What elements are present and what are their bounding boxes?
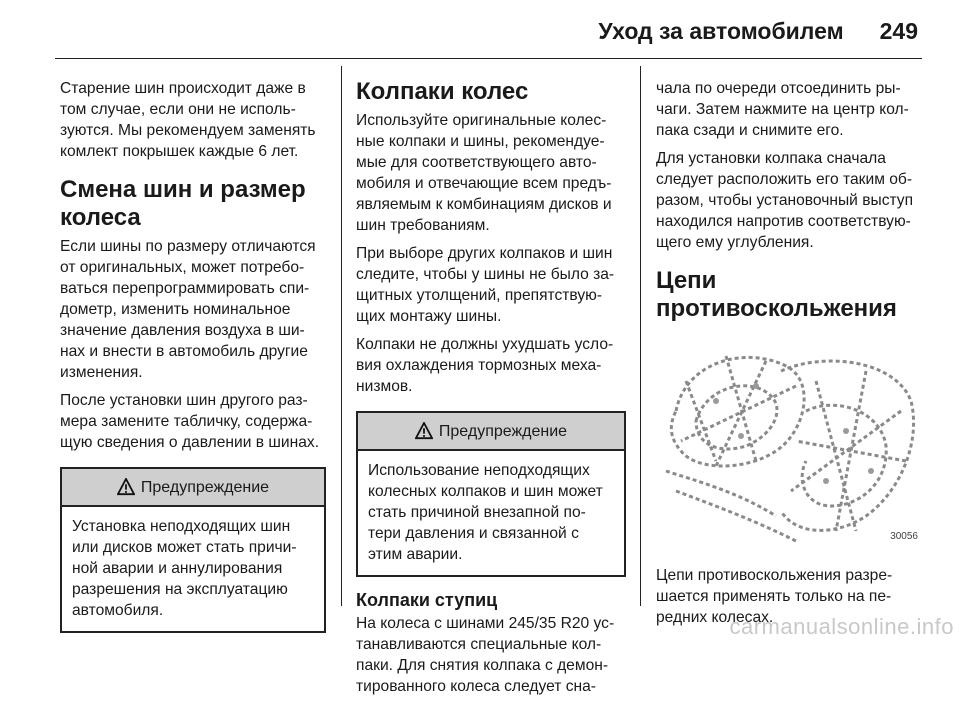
paragraph-cap-removal: чала по очереди отсоединить ры- чаги. Затем нажмите на центр кол- пака сзади и снимите его. [656, 80, 909, 139]
heading-hub-caps: Колпаки ступиц [356, 590, 498, 610]
page-number: 249 [879, 18, 918, 44]
paragraph-other-covers: При выборе других колпаков и шин следите, чтобы у шины не было за- щитных утолщений, препятствую- щих монтажу шины. [356, 245, 615, 325]
paragraph-tire-label: После установки шин другого раз- мера замените табличку, содержа- щую сведения о давлении в шинах. [60, 392, 320, 451]
heading-snow-chains: Цепи противоскольжения [656, 267, 897, 322]
warning-header [62, 469, 324, 507]
figure-number: 30056 [890, 531, 918, 542]
column-divider-2 [640, 66, 641, 606]
warning-triangle-icon [415, 422, 433, 440]
paragraph-tire-size: Если шины по размеру отличаются от оригинальных, может потребо- ваться перепрограммировать спи- дометр, изменить номинальное значение давления воздуха в ши- нах и внести в автомобиль другие изменения. [60, 238, 316, 381]
header-divider [55, 58, 922, 59]
warning-header [358, 413, 624, 451]
warning-box-covers [356, 411, 626, 577]
header-title: Уход за автомобилем [598, 18, 844, 44]
column-3 [656, 78, 922, 635]
paragraph-brake-cooling: Колпаки не должны ухудшать усло- вия охлаждения тормозных меха- низмов. [356, 336, 614, 395]
column-divider-1 [341, 66, 342, 606]
paragraph-tire-aging: Старение шин происходит даже в том случае, если они не исполь- зуются. Мы рекомендуем заменять комлект покрышек каждые 6 лет. [60, 80, 316, 160]
heading-tire-size: Смена шин и размер колеса [60, 176, 306, 231]
warning-text: Установка неподходящих шин или дисков может стать причи- ной аварии и аннулирования разрешения на эксплуатацию автомобиля. [72, 518, 297, 619]
warning-triangle-icon [117, 478, 135, 496]
warning-text: Использование неподходящих колесных колпаков и шин может стать причиной внезапной по- тери давления и связанной с этим аварии. [368, 462, 603, 563]
paragraph-hub-caps: На колеса с шинами 245/35 R20 ус- танавливаются специальные кол- паки. Для снятия колпака с демон- тированного колеса следует сна- [356, 615, 615, 695]
warning-title: Предупреждение [140, 478, 270, 496]
paragraph-original-covers: Используйте оригинальные колес- ные колпаки и шины, рекомендуе- мые для соответствующего авто- мобиля и отвечающие всем предъ- являемым к комбинациям дисков и шин требованиям. [356, 112, 612, 234]
column-1 [60, 78, 326, 641]
warning-title: Предупреждение [438, 422, 568, 440]
watermark: carmanualsonline.info [729, 614, 954, 639]
figure-caption: Цепи противоскольжения разре- шается применять только на пе- редних колесах. [656, 567, 893, 626]
warning-box-tires [60, 467, 326, 633]
paragraph-cap-install: Для установки колпака сначала следует расположить его таким об- разом, чтобы установочный выступ находился напротив соответствую- щего ему углубления. [656, 150, 914, 251]
snow-chains-illustration [656, 341, 922, 551]
snow-chains-figure [656, 341, 922, 551]
heading-wheel-covers: Колпаки колес [356, 78, 529, 105]
column-2 [356, 78, 626, 704]
page-header [598, 18, 918, 45]
